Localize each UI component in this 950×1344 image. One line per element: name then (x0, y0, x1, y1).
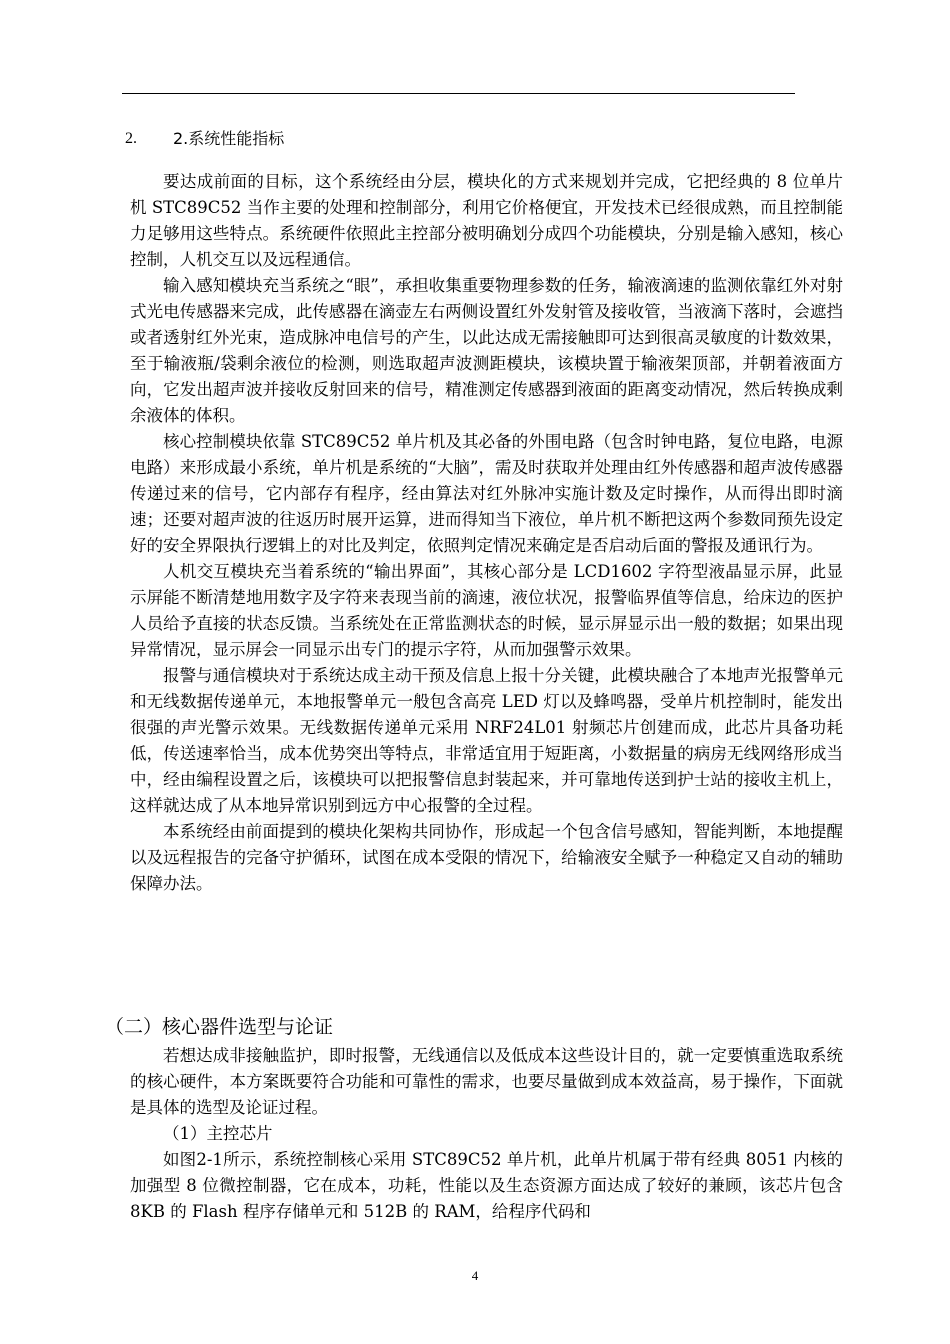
page-number: 4 (471, 1268, 479, 1283)
section-heading: （二）核心器件选型与论证 (105, 1016, 334, 1038)
paragraph: 如图2-1所示，系统控制核心采用 STC89C52 单片机，此单片机属于带有经典 8051 内核的加强型 8 位微控制器，它在成本，功耗，性能以及生态资源方面达成了较好的兼顾，该芯片包含 8KB 的 Flash 程序存储单元和 512B 的 RAM，给程序代码和 (130, 1150, 843, 1221)
paragraph: 若想达成非接触监护，即时报警，无线通信以及低成本这些设计目的，就一定要慎重选取系统的核心硬件，本方案既要符合功能和可靠性的需求，也要尽量做到成本效益高，易于操作，下面就是具体的选型及论证过程。 (130, 1046, 843, 1117)
paragraph: 报警与通信模块对于系统达成主动干预及信息上报十分关键，此模块融合了本地声光报警单元和无线数据传递单元，本地报警单元一般包含高亮 LED 灯以及蜂鸣器，受单片机控制时，能发出很强的声光警示效果。无线数据传递单元采用 NRF24L01 射频芯片创建而成，此芯片具备功耗低，传送速率恰当，成本优势突出等特点，非常适宜用于短距离，小数据量的病房无线网络形成当中，经由编程设置之后，该模块可以把报警信息封装起来，并可靠地传送到护士站的接收主机上，这样就达成了从本地异常识别到远方中心报警的全过程。 (130, 666, 843, 815)
section-number: 2. (125, 130, 137, 147)
subheading: （1）主控芯片 (163, 1124, 273, 1143)
section-title: 2.系统性能指标 (173, 129, 285, 148)
body-block-2 (130, 1043, 843, 1225)
paragraph: 人机交互模块充当着系统的“输出界面”，其核心部分是 LCD1602 字符型液晶显示屏，此显示屏能不断清楚地用数字及字符来表现当前的滴速，液位状况，报警临界值等信息，给床边的医护人员给予直接的状态反馈。当系统处在正常监测状态的时候，显示屏显示出一般的数据；如果出现异常情况，显示屏会一同显示出专门的提示字符，从而加强警示效果。 (130, 562, 843, 659)
header-rule (122, 93, 795, 94)
body-block-1 (130, 169, 843, 897)
paragraph: 本系统经由前面提到的模块化架构共同协作，形成起一个包含信号感知，智能判断，本地提醒以及远程报告的完备守护循环，试图在成本受限的情况下，给输液安全赋予一种稳定又自动的辅助保障办法。 (130, 822, 843, 893)
paragraph: 核心控制模块依靠 STC89C52 单片机及其必备的外围电路（包含时钟电路，复位电路，电源电路）来形成最小系统，单片机是系统的“大脑”，需及时获取并处理由红外传感器和超声波传感器传递过来的信号，它内部存有程序，经由算法对红外脉冲实施计数及定时操作，从而得出即时滴速；还要对超声波的往返历时展开运算，进而得知当下液位，单片机不断把这两个参数同预先设定好的安全界限执行逻辑上的对比及判定，依照判定情况来确定是否启动后面的警报及通讯行为。 (130, 432, 843, 555)
paragraph: 要达成前面的目标，这个系统经由分层，模块化的方式来规划并完成，它把经典的 8 位单片机 STC89C52 当作主要的处理和控制部分，利用它价格便宜，开发技术已经很成熟，而且控制能力足够用这些特点。系统硬件依照此主控部分被明确划分成四个功能模块，分别是输入感知，核心控制，人机交互以及远程通信。 (130, 172, 843, 269)
paragraph: 输入感知模块充当系统之“眼”，承担收集重要物理参数的任务，输液滴速的监测依靠红外对射式光电传感器来完成，此传感器在滴壶左右两侧设置红外发射管及接收管，当液滴下落时，会遮挡或者透射红外光束，造成脉冲电信号的产生，以此达成无需接触即可达到很高灵敏度的计数效果，至于输液瓶/袋剩余液位的检测，则选取超声波测距模块，该模块置于输液架顶部，并朝着液面方向，它发出超声波并接收反射回来的信号，精准测定传感器到液面的距离变动情况，然后转换成剩余液体的体积。 (130, 276, 843, 425)
